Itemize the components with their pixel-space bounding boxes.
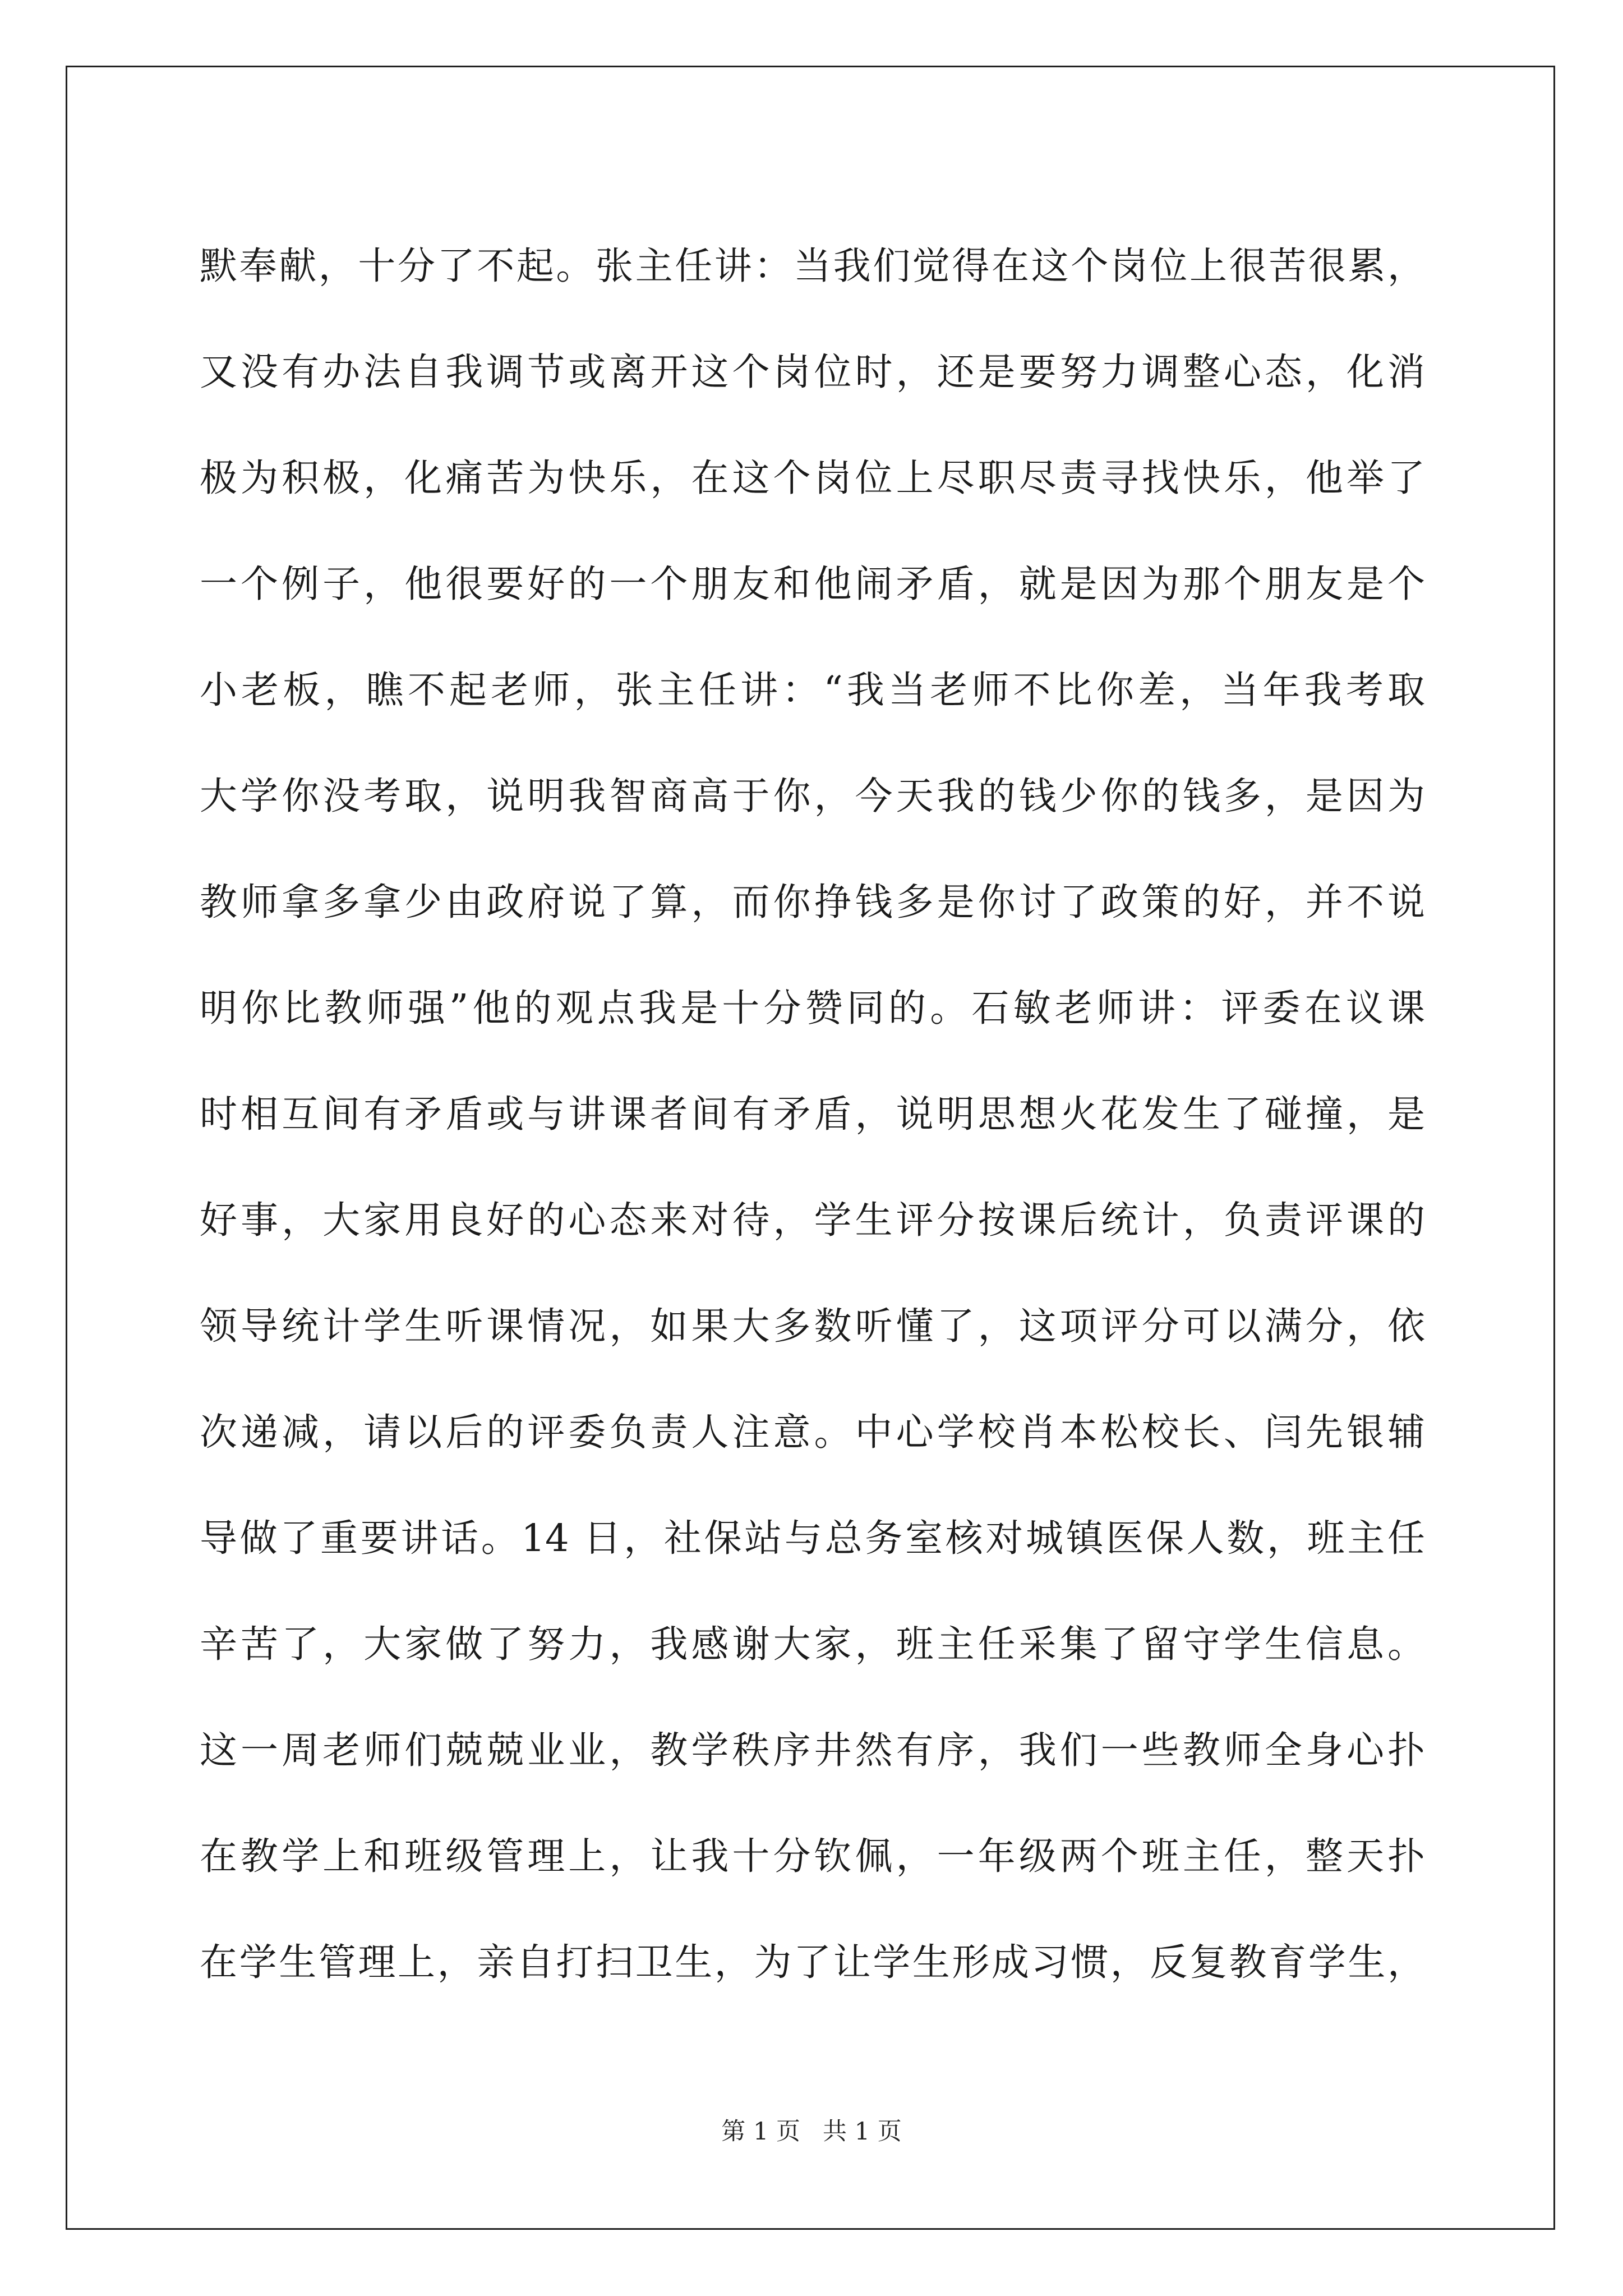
text-line: 教师拿多拿少由政府说了算，而你挣钱多是你讨了政策的好，并不说 bbox=[200, 880, 1425, 924]
text-line: 领导统计学生听课情况，如果大多数听懂了，这项评分可以满分，依 bbox=[200, 1304, 1425, 1348]
text-line: 在学生管理上，亲自打扫卫生，为了让学生形成习惯，反复教育学生， bbox=[200, 1940, 1425, 1984]
text-line: 又没有办法自我调节或离开这个岗位时，还是要努力调整心态，化消 bbox=[200, 350, 1425, 394]
text-line: 辛苦了，大家做了努力，我感谢大家，班主任采集了留守学生信息。 bbox=[200, 1622, 1425, 1666]
text-line: 在教学上和班级管理上，让我十分钦佩，一年级两个班主任，整天扑 bbox=[200, 1834, 1425, 1878]
text-line: 时相互间有矛盾或与讲课者间有矛盾，说明思想火花发生了碰撞，是 bbox=[200, 1092, 1425, 1136]
text-line: 一个例子，他很要好的一个朋友和他闹矛盾，就是因为那个朋友是个 bbox=[200, 562, 1425, 606]
text-line: 大学你没考取，说明我智商高于你，今天我的钱少你的钱多，是因为 bbox=[200, 774, 1425, 818]
page-total: 共 1 页 bbox=[823, 2118, 902, 2146]
text-line: 导做了重要讲话。14 日，社保站与总务室核对城镇医保人数，班主任 bbox=[200, 1516, 1425, 1560]
text-line: 小老板，瞧不起老师，张主任讲：“我当老师不比你差，当年我考取 bbox=[200, 668, 1425, 712]
text-line: 这一周老师们兢兢业业，教学秩序井然有序，我们一些教师全身心扑 bbox=[200, 1728, 1425, 1772]
page-number: 第 1 页 bbox=[721, 2118, 800, 2146]
page-footer bbox=[0, 2115, 1623, 2148]
text-line: 极为积极，化痛苦为快乐，在这个岗位上尽职尽责寻找快乐，他举了 bbox=[200, 456, 1425, 500]
document-body bbox=[200, 213, 1425, 2016]
text-line: 次递减，请以后的评委负责人注意。中心学校肖本松校长、闫先银辅 bbox=[200, 1410, 1425, 1454]
text-line: 好事，大家用良好的心态来对待，学生评分按课后统计，负责评课的 bbox=[200, 1198, 1425, 1242]
text-line: 明你比教师强”他的观点我是十分赞同的。石敏老师讲：评委在议课 bbox=[200, 986, 1425, 1030]
text-line: 默奉献，十分了不起。张主任讲：当我们觉得在这个岗位上很苦很累， bbox=[200, 244, 1425, 288]
